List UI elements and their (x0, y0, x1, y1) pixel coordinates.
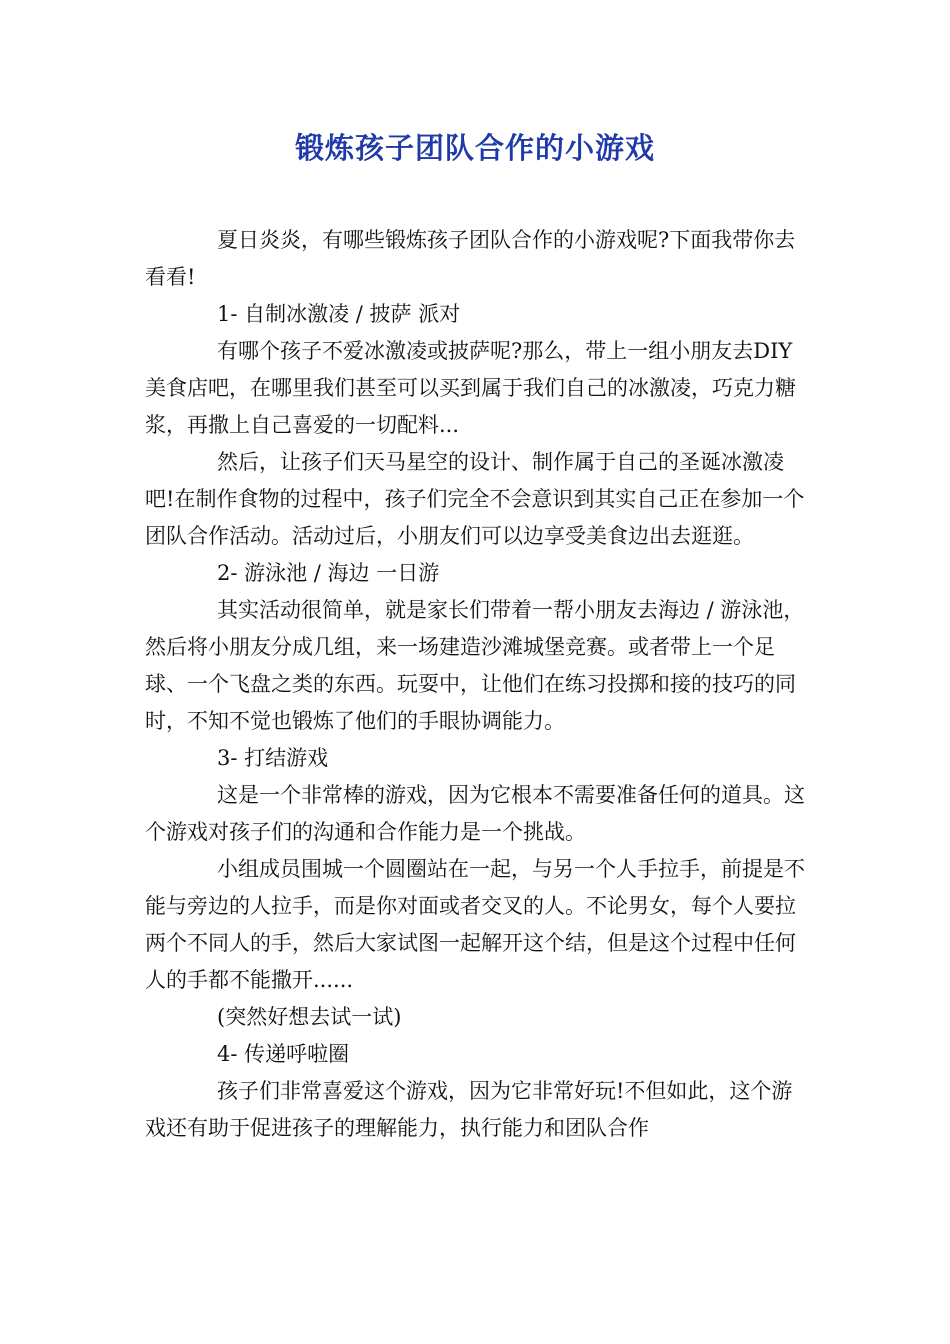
paragraph: 其实活动很简单，就是家长们带着一帮小朋友去海边 / 游泳池，然后将小朋友分成几组，来一场建造沙滩城堡竞赛。或者带上一个足球、一个飞盘之类的东西。玩耍中，让他们在练习投掷和接的技巧的同时，不知不觉也锻炼了他们的手眼协调能力。 (145, 598, 805, 733)
section-heading-3: 3- 打结游戏 (217, 746, 329, 770)
paragraph: 有哪个孩子不爱冰激凌或披萨呢?那么，带上一组小朋友去DIY美食店吧，在哪里我们甚至可以买到属于我们自己的冰激凌，巧克力糖浆，再撒上自己喜爱的一切配料... (145, 339, 796, 437)
section-heading-1: 1- 自制冰激凌 / 披萨 派对 (217, 302, 461, 326)
intro-paragraph: 夏日炎炎，有哪些锻炼孩子团队合作的小游戏呢?下面我带你去看看! (145, 228, 796, 289)
aside-paragraph: (突然好想去试一试) (217, 1005, 402, 1029)
document-body (145, 222, 805, 1147)
paragraph: 然后，让孩子们天马星空的设计、制作属于自己的圣诞冰激凌吧!在制作食物的过程中，孩子们完全不会意识到其实自己正在参加一个团队合作活动。活动过后，小朋友们可以边享受美食边出去逛逛。 (145, 450, 805, 548)
paragraph: 这是一个非常棒的游戏，因为它根本不需要准备任何的道具。这个游戏对孩子们的沟通和合作能力是一个挑战。 (145, 783, 805, 844)
section-heading-2: 2- 游泳池 / 海边 一日游 (217, 561, 440, 585)
document-title: 锻炼孩子团队合作的小游戏 (294, 131, 655, 165)
paragraph: 孩子们非常喜爱这个游戏，因为它非常好玩!不但如此，这个游戏还有助于促进孩子的理解能力，执行能力和团队合作 (145, 1079, 793, 1140)
paragraph: 小组成员围城一个圆圈站在一起，与另一个人手拉手，前提是不能与旁边的人拉手，而是你对面或者交叉的人。不论男女，每个人要拉两个不同人的手，然后大家试图一起解开这个结，但是这个过程中任何人的手都不能撒开...... (145, 857, 805, 992)
section-heading-4: 4- 传递呼啦圈 (217, 1042, 350, 1066)
